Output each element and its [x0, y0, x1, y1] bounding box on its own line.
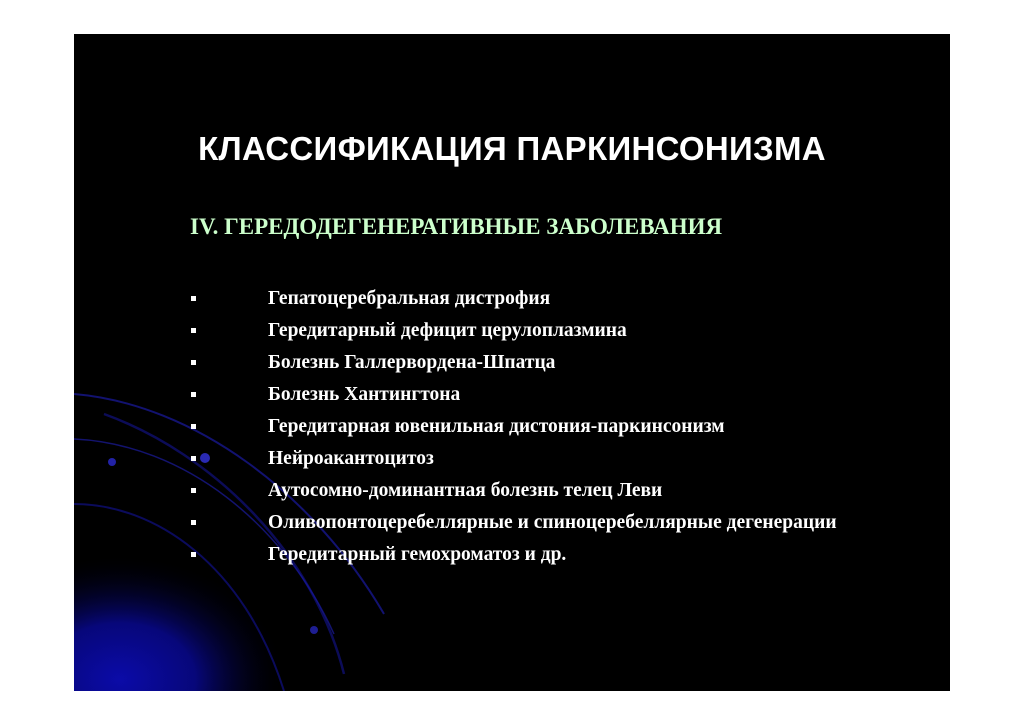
- list-item: [74, 318, 868, 343]
- square-bullet-icon: [191, 424, 196, 429]
- square-bullet-icon: [191, 360, 196, 365]
- slide-subtitle: IV. ГЕРЕДОДЕГЕНЕРАТИВНЫЕ ЗАБОЛЕВАНИЯ: [190, 214, 723, 239]
- list-item: [74, 542, 868, 567]
- list-item: [74, 382, 868, 407]
- square-bullet-icon: [191, 520, 196, 525]
- list-item: [74, 286, 868, 311]
- list-item: [74, 350, 868, 375]
- list-item-text: Аутосомно-доминантная болезнь телец Леви: [268, 480, 663, 501]
- list-item-text: Гередитарная ювенильная дистония-паркинсонизм: [268, 416, 725, 437]
- square-bullet-icon: [191, 488, 196, 493]
- list-item-text: Оливопонтоцеребеллярные и спиноцеребеллярные дегенерации: [268, 512, 837, 533]
- list-item: [74, 510, 868, 535]
- list-item-text: Гепатоцеребральная дистрофия: [268, 288, 551, 309]
- square-bullet-icon: [191, 552, 196, 557]
- square-bullet-icon: [191, 392, 196, 397]
- slide: [74, 34, 950, 691]
- list-item-text: Гередитарный гемохроматоз и др.: [268, 544, 567, 565]
- list-item: [74, 414, 868, 439]
- list-item: [74, 446, 868, 471]
- list-item-text: Гередитарный дефицит церулоплазмина: [268, 320, 627, 341]
- list-item-text: Болезнь Галлервордена-Шпатца: [268, 352, 556, 373]
- list-item: [74, 478, 868, 503]
- slide-title: КЛАССИФИКАЦИЯ ПАРКИНСОНИЗМА: [198, 130, 826, 167]
- list-item-text: Нейроакантоцитоз: [268, 448, 434, 469]
- disease-list: [74, 286, 950, 574]
- list-item-text: Болезнь Хантингтона: [268, 384, 461, 405]
- square-bullet-icon: [191, 328, 196, 333]
- square-bullet-icon: [191, 296, 196, 301]
- square-bullet-icon: [191, 456, 196, 461]
